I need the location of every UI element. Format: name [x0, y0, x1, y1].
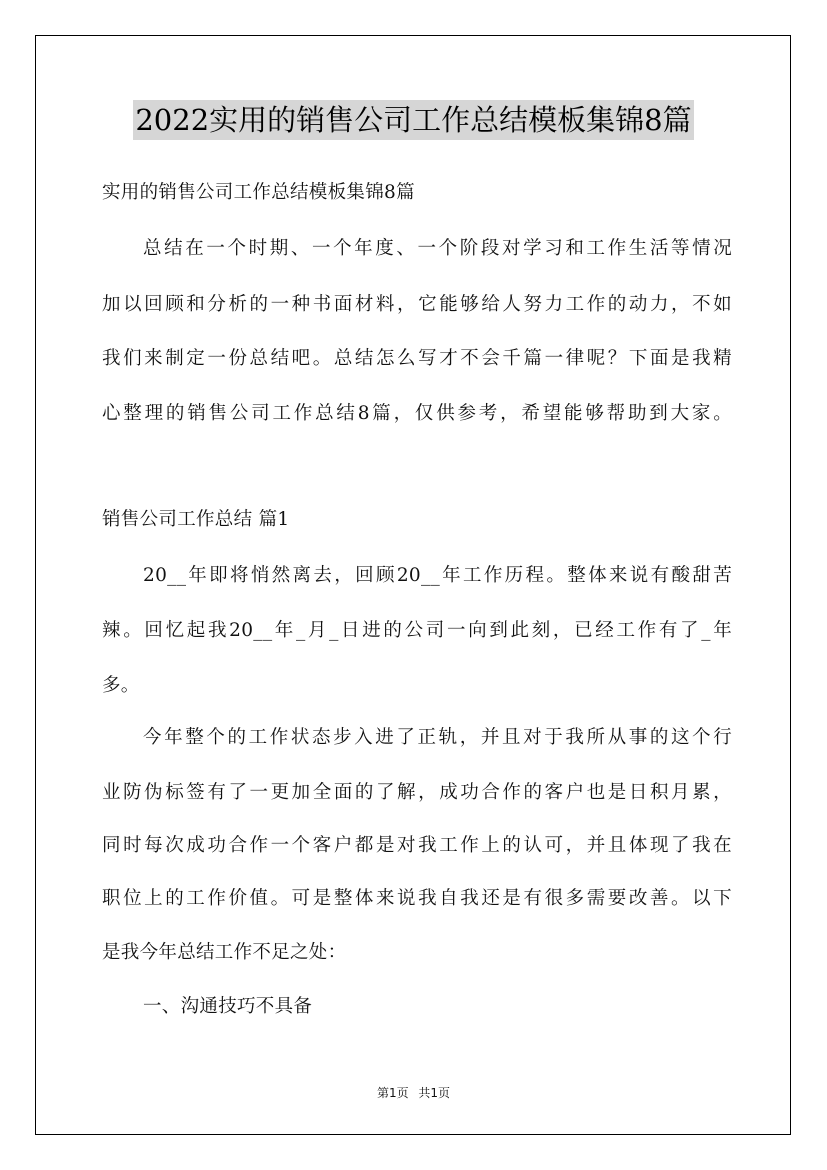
para2-line-2: 业防伪标签有了一更加全面的了解，成功合作的客户也是日积月累，: [102, 782, 732, 803]
page-footer: [0, 1084, 827, 1101]
document-title: 2022实用的销售公司工作总结模板集锦8篇: [133, 100, 693, 140]
para1-line-3: 多。: [102, 675, 140, 696]
para2-line-4: 职位上的工作价值。可是整体来说我自我还是有很多需要改善。以下: [102, 888, 732, 909]
intro-line-3: 我们来制定一份总结吧。总结怎么写才不会千篇一律呢？下面是我精: [102, 348, 732, 369]
page-number: 第1页: [376, 1086, 409, 1100]
subheading: 一、沟通技巧不具备: [143, 996, 313, 1017]
intro-line-1: 总结在一个时期、一个年度、一个阶段对学习和工作生活等情况: [143, 238, 732, 259]
para1-line-2: 辣。回忆起我20__年_月_日进的公司一向到此刻，已经工作有了_年: [102, 620, 732, 641]
section-heading: 销售公司工作总结 篇1: [102, 509, 290, 530]
intro-line-4: 心整理的销售公司工作总结8篇，仅供参考，希望能够帮助到大家。: [102, 403, 732, 424]
document-subtitle: 实用的销售公司工作总结模板集锦8篇: [102, 182, 415, 203]
title-container: [0, 100, 827, 140]
page-total: 共1页: [418, 1086, 451, 1100]
para2-line-3: 同时每次成功合作一个客户都是对我工作上的认可，并且体现了我在: [102, 835, 732, 856]
para2-line-1: 今年整个的工作状态步入进了正轨，并且对于我所从事的这个行: [143, 727, 732, 748]
para2-line-5: 是我今年总结工作不足之处：: [102, 942, 347, 963]
intro-line-2: 加以回顾和分析的一种书面材料，它能够给人努力工作的动力，不如: [102, 294, 732, 315]
para1-line-1: 20__年即将悄然离去，回顾20__年工作历程。整体来说有酸甜苦: [143, 565, 732, 586]
